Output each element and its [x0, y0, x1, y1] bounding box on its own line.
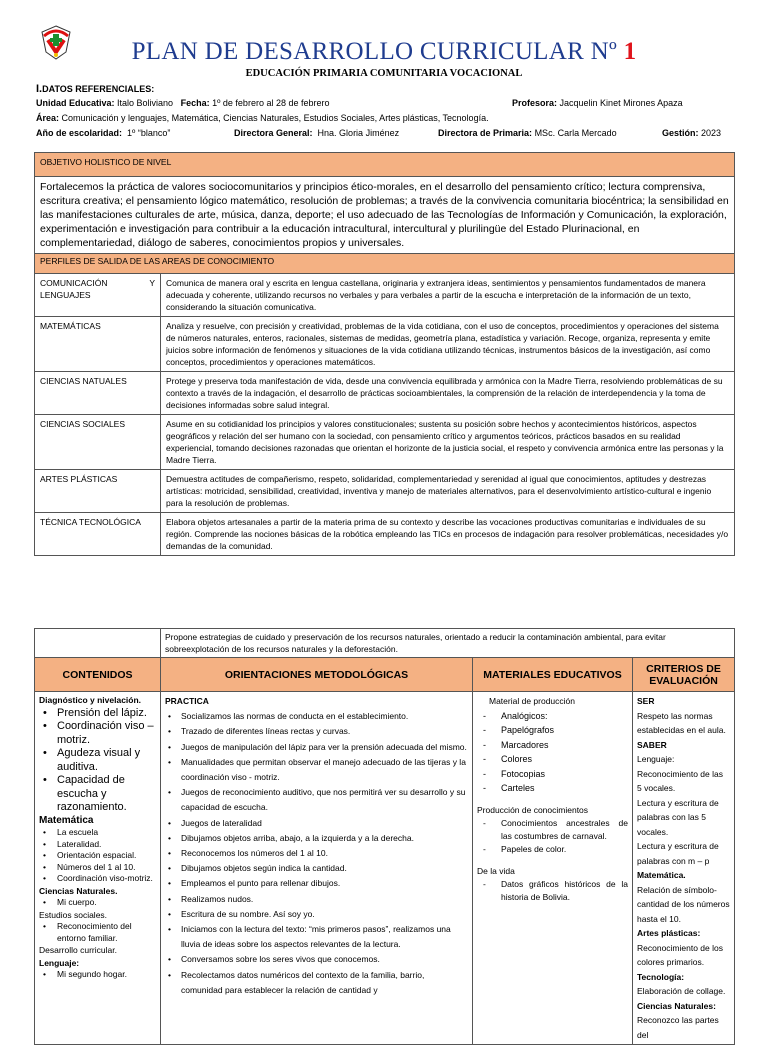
orientaciones-cell: [161, 692, 473, 1045]
list-item: • Orientación espacial.: [39, 850, 156, 862]
list-item: • Empleamos el punto para rellenar dibujos.: [165, 876, 468, 891]
list-item: • Reconocemos los números del 1 al 10.: [165, 846, 468, 861]
perfil-text: Analiza y resuelve, con precisión y creatividad, problemas de la vida cotidiana, con el uso de conceptos, procedimientos y operaciones del sistema de números naturales, enteros, racionales, sistemas de medidas, geometría plana, estadística y variación. Recoge, organiza, representa y emite juicios sobre información de fenómenos y situaciones de la vida cotidiana utilizando técnicas, instrumentos básicos de la investigación, así como conceptos, procedimientos y operaciones matemáticos.: [161, 317, 735, 372]
section-heading: Diagnóstico y nivelación.: [39, 695, 142, 705]
perfil-text: Comunica de manera oral y escrita en lengua castellana, originaria y extranjera ideas, sentimientos y pensamientos fundamentados de manera adecuada y coherente, utilizando recursos no verbales y para verbales a partir de la escucha e interpretación de la información de un texto, considerando la situación comunicativa.: [161, 274, 735, 317]
perfil-area: ARTES PLÁSTICAS: [35, 470, 161, 513]
criterio-text: Lenguaje:: [637, 754, 675, 764]
area-line: Área: Comunicación y lenguajes, Matemática, Ciencias Naturales, Estudios Sociales, Artes plásticas, Tecnología.: [36, 113, 489, 123]
list-item: • Prensión del lápiz.: [39, 707, 156, 721]
materiales-cell: [473, 692, 633, 1045]
perfil-area: CIENCIAS SOCIALES: [35, 415, 161, 470]
criterios-cell: [633, 692, 735, 1045]
list-item: • Realizamos nudos.: [165, 892, 468, 907]
criterio-text: Reconocimiento de los colores primarios.: [637, 942, 723, 967]
list-item: • Agudeza visual y auditiva.: [39, 747, 156, 774]
section-heading: Material de producción: [489, 696, 575, 706]
list-item: • Mi cuerpo.: [39, 897, 156, 909]
section-heading: Tecnología:: [637, 971, 685, 982]
criterio-text: Reconocimiento de las 5 vocales.: [637, 768, 723, 793]
col-contenidos: CONTENIDOS: [35, 658, 161, 692]
section-heading: De la vida: [477, 865, 515, 876]
list-item: • Trazado de diferentes líneas rectas y curvas.: [165, 724, 468, 739]
plan-table: [34, 628, 735, 1045]
perfil-text: Protege y preserva toda manifestación de vida, desde una convivencia equilibrada y armónica con la Madre Tierra, resolviendo problemáticas de su contexto a través de la indagación, el desarrollo de prácticas socioambientales, la comprensión de la relación de interdependencia y la toma de decisiones informadas sobre salud integral.: [161, 372, 735, 415]
col-materiales: MATERIALES EDUCATIVOS: [473, 658, 633, 692]
list-item: • Mi segundo hogar.: [39, 969, 156, 981]
criterio-text: Reconozco las partes del: [637, 1015, 719, 1040]
list-item: - Papelógrafos: [477, 723, 628, 738]
unidad-educativa-line: Unidad Educativa: Italo Boliviano Fecha: 1º de febrero al 28 de febrero: [36, 98, 330, 108]
list-item: - Analógicos:: [477, 709, 628, 724]
perfil-area: MATEMÁTICAS: [35, 317, 161, 372]
objetivo-text: Fortalecemos la práctica de valores sociocomunitarios y principios ético-morales, en el desarrollo del pensamiento crítico; lectura comprensiva, escritura creativa; el pensamiento lógico matemático, resolución de problemas; a través de la convivencia comunitaria biocéntrica; la sensibilidad en las manifestaciones culturales de arte, música, danza, deporte; el uso adecuado de las Tecnologías de Información y Comunicación, la exploración, experimentación e investigación para contribuir a la educación intracultural, intercultural y plurilingüe del Estado Plurinacional, en complementariedad, diálogo de saberes, conocimientos propios y universales.: [35, 177, 735, 254]
list-item: • Capacidad de escucha y razonamiento.: [39, 774, 156, 815]
anio-line: Año de escolaridad: 1º “blanco”: [36, 128, 171, 138]
list-item: • Dibujamos objetos según indica la cantidad.: [165, 861, 468, 876]
list-item: • Juegos de manipulación del lápiz para ver la prensión adecuada del mismo.: [165, 740, 468, 755]
list-item: • Conversamos sobre los seres vivos que conocemos.: [165, 952, 468, 967]
list-item: • Iniciamos con la lectura del texto: “mis primeros pasos”, realizamos una lluvia de ideas sobre los aspectos relevantes de la lectura.: [165, 922, 468, 952]
gestion-line: Gestión: 2023: [662, 128, 722, 138]
plan-number: 1: [623, 38, 637, 65]
col-criterios: CRITERIOS DE EVALUACIÓN: [633, 658, 735, 692]
section-heading: Lenguaje:: [39, 957, 80, 968]
perfil-text: Asume en su cotidianidad los principios y valores constitucionales; sustenta su posición sobre hechos y acontecimientos históricos, aspectos geográficos y relación del ser humano con la sociedad, con pensamiento crítico y argumentos teóricos, prácticos basados en su realidad experiencial, tomando decisiones razonadas que orientan el horizonte de la justicia social, el respeto y convivencia armónica entre las personas y la Madre Tierra.: [161, 415, 735, 470]
list-item: • Dibujamos objetos arriba, abajo, a la izquierda y a la derecha.: [165, 831, 468, 846]
criterio-text: Lectura y escritura de palabras con m – p: [637, 841, 719, 866]
section-heading: Producción de conocimientos: [477, 804, 589, 815]
list-item: • Socializamos las normas de conducta en el establecimiento.: [165, 709, 468, 724]
section-heading: Matemática.: [637, 870, 686, 880]
empty-cell: [35, 629, 161, 658]
section-heading: PRACTICA: [165, 696, 209, 706]
profesora-line: Profesora: Jacquelin Kinet Mirones Apaza: [512, 98, 683, 108]
section-heading: SER: [637, 696, 655, 706]
directora-general-line: Directora General: Hna. Gloria Jiménez: [234, 128, 400, 138]
perfil-text: Elabora objetos artesanales a partir de la materia prima de su contexto y describe las vocaciones productivas comunitarias e individuales de su región. Comprende las nociones básicas de la robótica empleando las TICs en procesos de indagación para resolver problemáticas, necesidades y/o demandas de la comunidad.: [161, 513, 735, 556]
section-heading: Matemática: [39, 814, 94, 826]
list-item: • Manualidades que permitan observar el manejo adecuado de las tijeras y la coordinación viso - motriz.: [165, 755, 468, 785]
perfil-area: CIENCIAS NATUALES: [35, 372, 161, 415]
list-item: • Juegos de lateralidad: [165, 816, 468, 831]
list-item: - Fotocopias: [477, 767, 628, 782]
section-heading: Ciencias Naturales:: [637, 1000, 716, 1011]
criterio-text: Respeto las normas establecidas en el aula.: [637, 710, 726, 735]
list-item: • Números del 1 al 10.: [39, 862, 156, 874]
section-heading: Artes plásticas:: [637, 928, 701, 938]
list-item: - Marcadores: [477, 738, 628, 753]
list-item: • Lateralidad.: [39, 839, 156, 851]
section-heading: Desarrollo curricular.: [39, 945, 117, 955]
plan-top-text: Propone estrategias de cuidado y preservación de los recursos naturales, orientado a reducir la contaminación ambiental, para evitar sobreexplotación de los recursos naturales y la deforestación.: [161, 629, 735, 658]
objetivo-heading: OBJETIVO HOLISTICO DE NIVEL: [35, 153, 735, 177]
list-item: • Juegos de reconocimiento auditivo, que nos permitirá ver su desarrollo y su capacidad de escucha.: [165, 785, 468, 815]
list-item: • Escritura de su nombre. Así soy yo.: [165, 907, 468, 922]
criterio-text: Lectura y escritura de palabras con las 5 vocales.: [637, 797, 719, 837]
list-item: - Colores: [477, 752, 628, 767]
list-item: • La escuela: [39, 827, 156, 839]
list-item: - Carteles: [477, 781, 628, 796]
referenciales-heading: I.DATOS REFERENCIALES:: [36, 83, 155, 95]
contenidos-cell: [35, 692, 161, 1045]
list-item: - Papeles de color.: [477, 843, 628, 856]
perfil-text: Demuestra actitudes de compañerismo, respeto, solidaridad, complementariedad y serenidad al igual que conocimientos, aptitudes y destrezas artísticas: motricidad, sensibilidad, creatividad, inventiva y manejo de materiales alternativos, para el desenvolvimiento artístico-cultural e ingenio para la resolución de problemas.: [161, 470, 735, 513]
list-item: - Conocimientos ancestrales de las costumbres de carnaval.: [477, 817, 628, 843]
list-item: • Coordinación viso – motriz.: [39, 720, 156, 747]
page-title: PLAN DE DESARROLLO CURRICULAR Nº 1: [131, 38, 637, 65]
directora-primaria-line: Directora de Primaria: MSc. Carla Mercado: [438, 128, 617, 138]
list-item: • Recolectamos datos numéricos del contexto de la familia, barrio, comunidad para establecer la relación de cantidad y: [165, 968, 468, 998]
list-item: • Coordinación viso-motriz.: [39, 873, 156, 885]
list-item: - Datos gráficos históricos de la historia de Bolivia.: [477, 878, 628, 904]
list-item: • Reconocimiento del entorno familiar.: [39, 921, 156, 944]
perfil-area: COMUNICACIÓN Y LENGUAJES: [35, 274, 161, 317]
perfiles-heading: PERFILES DE SALIDA DE LAS AREAS DE CONOCIMIENTO: [35, 254, 735, 274]
section-heading: Ciencias Naturales.: [39, 885, 118, 896]
page-subtitle: EDUCACIÓN PRIMARIA COMUNITARIA VOCACIONAL: [245, 68, 523, 79]
section-heading: Estudios sociales.: [39, 909, 108, 920]
perfil-area: TÉCNICA TECNOLÓGICA: [35, 513, 161, 556]
section-heading: SABER: [637, 739, 667, 750]
col-orientaciones: ORIENTACIONES METODOLÓGICAS: [161, 658, 473, 692]
criterio-text: Relación de símbolo-cantidad de los números hasta el 10.: [637, 884, 730, 924]
objetivo-perfiles-table: [34, 152, 735, 556]
criterio-text: Elaboración de collage.: [637, 986, 726, 996]
